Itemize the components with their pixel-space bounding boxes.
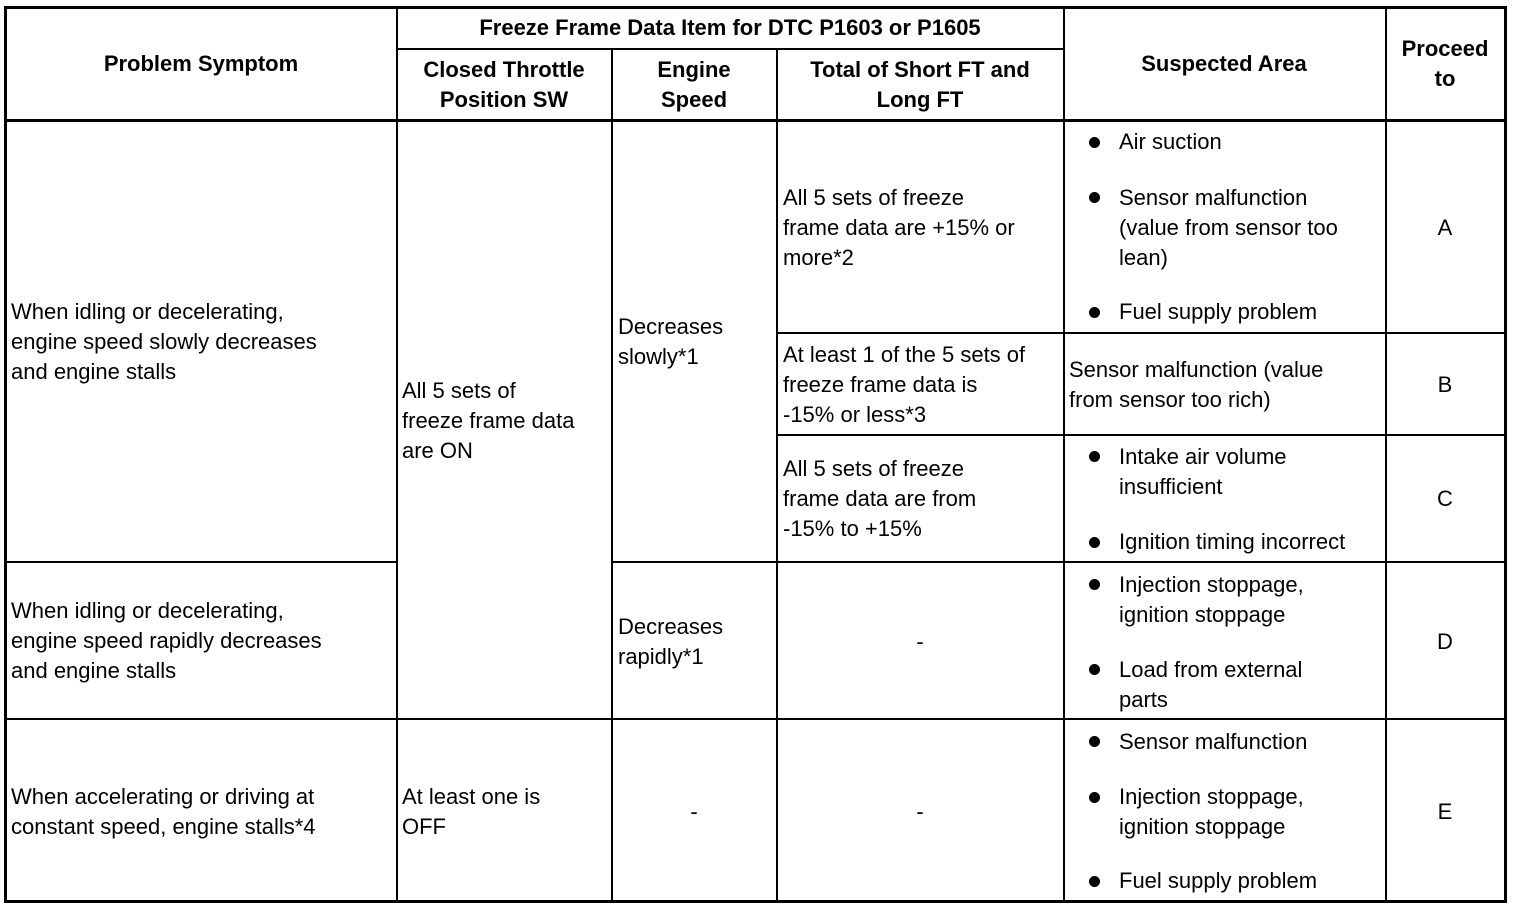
area-e-item-1: Sensor malfunction — [1119, 729, 1308, 754]
area-a-item-2-line-3: lean) — [1119, 245, 1168, 270]
symptom-slow-line-3: and engine stalls — [11, 359, 177, 384]
ft-d-dash: - — [916, 629, 924, 654]
header-engine-speed-line-1: Engine — [657, 57, 731, 82]
col-rule-2 — [611, 48, 613, 903]
symptom-slow-line-1: When idling or decelerating, — [11, 299, 284, 324]
speed-slow-line-1: Decreases — [618, 314, 724, 339]
ft-c-line-3: -15% to +15% — [783, 516, 922, 541]
ft-b-line-1: At least 1 of the 5 sets of — [783, 342, 1026, 367]
proceed-b: B — [1437, 372, 1453, 397]
col-rule-4 — [1063, 6, 1065, 903]
rule-row-d — [4, 718, 1507, 720]
throttle-off-line-2: OFF — [402, 814, 446, 839]
area-a-item-3: Fuel supply problem — [1119, 299, 1318, 324]
throttle-off-line-1: At least one is — [402, 784, 541, 809]
proceed-c: C — [1437, 486, 1453, 511]
area-a-item-2-line-2: (value from sensor too — [1119, 215, 1338, 240]
header-proceed-line-1: Proceed — [1401, 36, 1489, 61]
area-e-item-2-line-1: Injection stoppage, — [1119, 784, 1304, 809]
throttle-on-line-3: are ON — [402, 438, 473, 463]
bullet-c-2 — [1089, 537, 1100, 548]
rule-row-c — [4, 561, 397, 563]
bullet-a-2 — [1089, 192, 1100, 203]
proceed-d: D — [1437, 629, 1453, 654]
header-suspected-area: Suspected Area — [1141, 51, 1307, 76]
rule-header-group — [397, 48, 1064, 50]
area-d-item-1-line-1: Injection stoppage, — [1119, 572, 1304, 597]
header-proceed-line-2: to — [1434, 66, 1456, 91]
ft-b-line-2: freeze frame data is — [783, 372, 978, 397]
bullet-d-2 — [1089, 664, 1100, 675]
area-e-item-3: Fuel supply problem — [1119, 868, 1318, 893]
ft-e-dash: - — [916, 799, 924, 824]
area-d-item-1-line-2: ignition stoppage — [1119, 602, 1286, 627]
area-c-item-1-line-2: insufficient — [1119, 474, 1223, 499]
header-freeze-frame-group: Freeze Frame Data Item for DTC P1603 or P1605 — [479, 15, 981, 40]
bullet-d-1 — [1089, 579, 1100, 590]
col-rule-1 — [396, 6, 398, 903]
header-engine-speed-line-2: Speed — [660, 87, 728, 112]
bullet-e-2 — [1089, 792, 1100, 803]
col-rule-5 — [1385, 6, 1387, 903]
proceed-a: A — [1437, 215, 1453, 240]
rule-row-c-2 — [612, 561, 1507, 563]
col-rule-3 — [776, 48, 778, 903]
symptom-rapid-line-3: and engine stalls — [11, 658, 177, 683]
symptom-accel-line-1: When accelerating or driving at — [11, 784, 315, 809]
area-b-line-2: from sensor too rich) — [1069, 387, 1271, 412]
header-total-ft-line-1: Total of Short FT and — [810, 57, 1030, 82]
area-a-item-1: Air suction — [1119, 129, 1222, 154]
rule-row-a — [777, 332, 1507, 334]
bullet-e-1 — [1089, 736, 1100, 747]
throttle-on-line-1: All 5 sets of — [402, 378, 516, 403]
bullet-c-1 — [1089, 451, 1100, 462]
area-b-line-1: Sensor malfunction (value — [1069, 357, 1324, 382]
rule-header-bottom — [4, 119, 1507, 122]
bullet-a-3 — [1089, 307, 1100, 318]
ft-c-line-1: All 5 sets of freeze — [783, 456, 964, 481]
symptom-rapid-line-1: When idling or decelerating, — [11, 598, 284, 623]
header-closed-throttle-line-2: Position SW — [439, 87, 569, 112]
area-e-item-2-line-2: ignition stoppage — [1119, 814, 1286, 839]
speed-rapid-line-1: Decreases — [618, 614, 724, 639]
symptom-slow-line-2: engine speed slowly decreases — [11, 329, 317, 354]
area-c-item-1-line-1: Intake air volume — [1119, 444, 1287, 469]
area-d-item-2-line-1: Load from external — [1119, 657, 1303, 682]
bullet-e-3 — [1089, 876, 1100, 887]
speed-slow-line-2: slowly*1 — [618, 344, 699, 369]
throttle-on-line-2: freeze frame data — [402, 408, 575, 433]
ft-b-line-3: -15% or less*3 — [783, 402, 927, 427]
area-a-item-2-line-1: Sensor malfunction — [1119, 185, 1308, 210]
proceed-e: E — [1437, 799, 1453, 824]
ft-a-line-2: frame data are +15% or — [783, 215, 1015, 240]
ft-a-line-3: more*2 — [783, 245, 854, 270]
header-total-ft-line-2: Long FT — [876, 87, 964, 112]
ft-c-line-2: frame data are from — [783, 486, 977, 511]
speed-dash: - — [690, 799, 698, 824]
symptom-rapid-line-2: engine speed rapidly decreases — [11, 628, 322, 653]
area-c-item-2: Ignition timing incorrect — [1119, 529, 1346, 554]
speed-rapid-line-2: rapidly*1 — [618, 644, 704, 669]
bullet-a-1 — [1089, 137, 1100, 148]
symptom-accel-line-2: constant speed, engine stalls*4 — [11, 814, 316, 839]
rule-row-b — [777, 434, 1507, 436]
area-d-item-2-line-2: parts — [1119, 687, 1168, 712]
ft-a-line-1: All 5 sets of freeze — [783, 185, 964, 210]
header-closed-throttle-line-1: Closed Throttle — [423, 57, 585, 82]
header-problem-symptom: Problem Symptom — [103, 51, 299, 76]
